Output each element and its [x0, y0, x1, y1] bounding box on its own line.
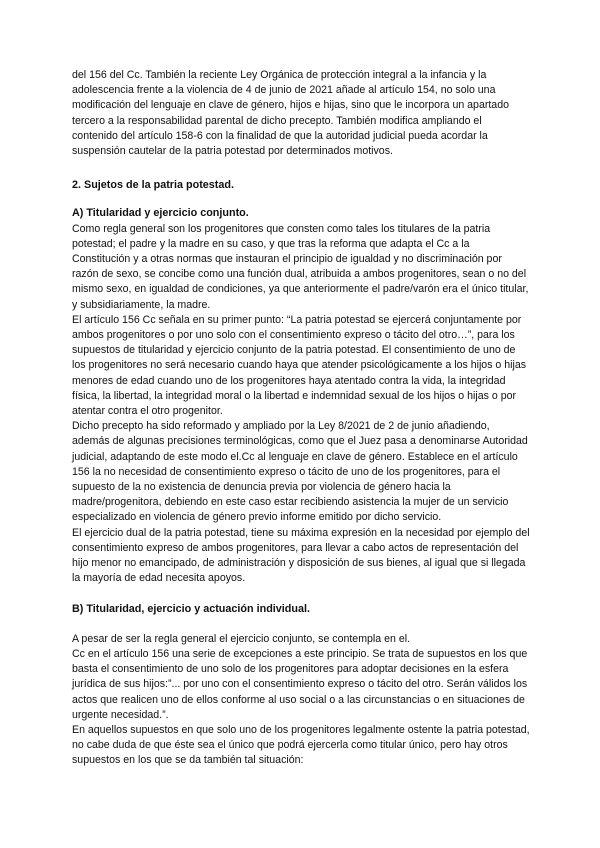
section-2-heading: 2. Sujetos de la patria potestad.: [72, 179, 234, 192]
document-page: [72, 68, 530, 769]
spacer: [72, 159, 530, 178]
spacer: [72, 617, 530, 632]
subsection-a-paragraph-3: Dicho precepto ha sido reformado y ampliado por la Ley 8/2021 de 2 de junio añadiendo, además de algunas precisiones terminológicas, como que el Juez pasa a denominarse Autoridad judicial, adaptando de este modo el.Cc al lenguaje en clave de género. Establece en el artículo 156 la no necesidad de consentimiento expreso o tácito de uno de los progenitores, para el supuesto de la no existencia de denuncia previa por violencia de género hacia la madre/progenitora, debiendo en este caso estar recibiendo asistencia la mujer de un servicio especializado en violencia de género previo informe emitido por dicho servicio.: [72, 420, 528, 524]
subsection-b-paragraph-3: En aquellos supuestos en que solo uno de los progenitores legalmente ostente la patria potestad, no cabe duda de que éste sea el único que podrá ejercerla como titular único, pero hay otros supuestos en los que se da también tal situación:: [72, 723, 530, 767]
spacer: [72, 587, 530, 602]
subsection-b-heading: B) Titularidad, ejercicio y actuación individual.: [72, 602, 310, 615]
intro-paragraph: del 156 del Cc. También la reciente Ley Orgánica de protección integral a la infancia y la adolescencia frente a la violencia de 4 de junio de 2021 añade al artículo 154, no solo una modificación del lenguaje en clave de género, hijos e hijas, sino que le incorpora un apartado tercero a la responsabilidad parental de dicho precepto. También modifica ampliando el contenido del artículo 158-6 con la finalidad de que la autoridad judicial pueda acordar la suspensión cautelar de la patria potestad por determinados motivos.: [72, 69, 509, 158]
subsection-a-paragraph-4: El ejercicio dual de la patria potestad, tiene su máxima expresión en la necesidad por ejemplo del consentimiento expreso de ambos progenitores, para llevar a cabo actos de representación del hijo menor no emancipado, de administración y disposición de sus bienes, al igual que si llegada la mayoría de edad necesita apoyos.: [72, 526, 530, 585]
subsection-a-heading: A) Titularidad y ejercicio conjunto.: [72, 207, 249, 220]
subsection-a-paragraph-1: Como regla general son los progenitores que consten como tales los titulares de la patria potestad; el padre y la madre en su caso, y que tras la reforma que adapta el Cc a la Constitución y a otras normas que instauran el principio de igualdad y no discriminación por razón de sexo, se concibe como una función dual, atribuida a ambos progenitores, sean o no del mismo sexo, en igualdad de condiciones, ya que anteriormente el padre/varón era el único titular, y subsidiariamente, la madre.: [72, 222, 529, 311]
subsection-a-paragraph-2: El artículo 156 Cc señala en su primer punto: “La patria potestad se ejercerá conjuntamente por ambos progenitores o por uno solo con el consentimiento expreso o tácito del otro…”, para los supuestos de titularidad y ejercicio conjunto de la patria potestad. El consentimiento de uno de los progenitores no será necesario cuando haya que atender psicológicamente a los hijos o hijas menores de edad cuando uno de los progenitores haya atentado contra la vida, la integridad física, la libertad, la integridad moral o la libertad e indemnidad sexual de los hijos o hijas o por atentar contra el otro progenitor.: [72, 313, 527, 418]
subsection-b-paragraph-1: A pesar de ser la regla general el ejercicio conjunto, se contempla en el.: [72, 632, 411, 645]
subsection-b-paragraph-2: Cc en el artículo 156 una serie de excepciones a este principio. Se trata de supuestos en los que basta el consentimiento de uno solo de los progenitores para adoptar decisiones en la esfera jurídica de sus hijos:”... por uno con el consentimiento expreso o tácito del otro. Serán válidos los actos que realicen uno de ellos conforme al uso social o a las circunstancias o en situaciones de urgente necesidad.”.: [72, 647, 528, 721]
spacer: [72, 193, 530, 206]
